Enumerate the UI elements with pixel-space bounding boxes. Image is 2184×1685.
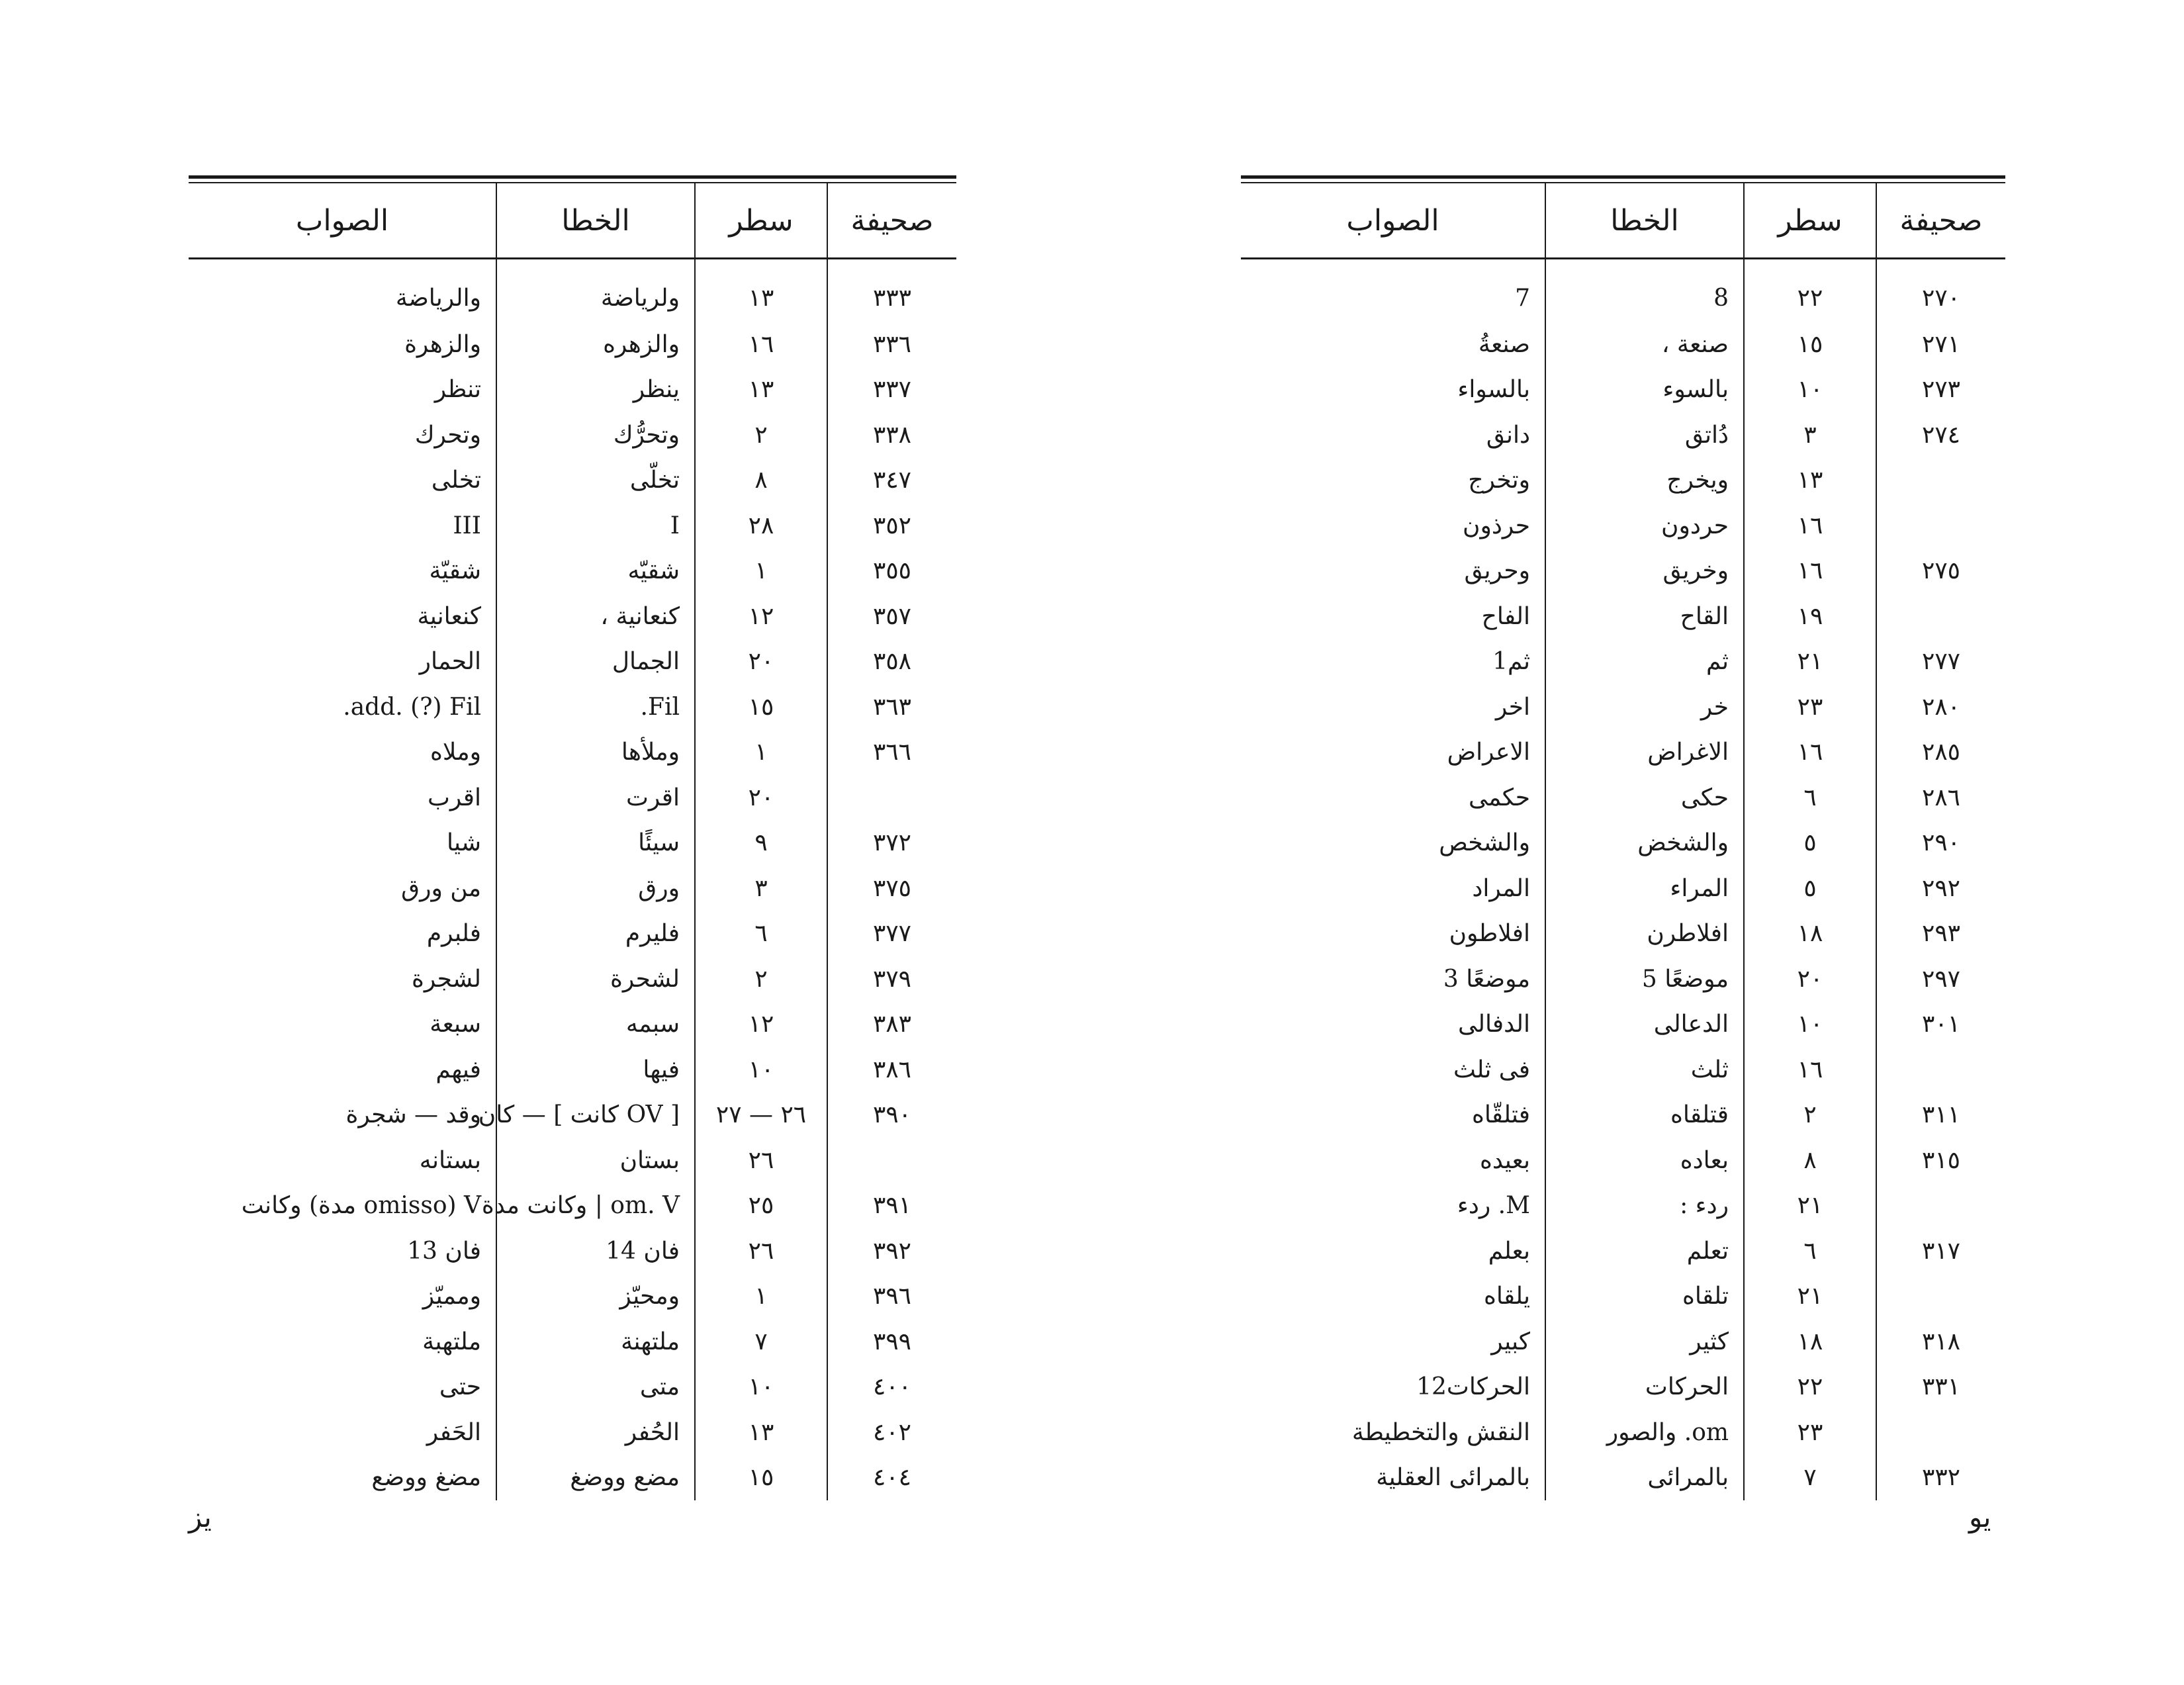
cell-correct-reading: اقرب	[428, 784, 481, 811]
cell-page-number: ٣٣٦	[827, 322, 956, 367]
header-right: الصواب	[1241, 183, 1545, 259]
cell-wrong-reading: صنعة ،	[1545, 322, 1744, 367]
cell-page-number: ٢٩٢	[1876, 866, 2005, 911]
cell-page-number	[1876, 594, 2005, 639]
cell-correct-reading: بالمرائى العقلية	[1376, 1464, 1530, 1492]
errata-row	[1241, 1047, 2005, 1093]
cell-wrong-reading: وملأها	[496, 730, 695, 776]
cell-correct-reading: الحركات12	[1416, 1373, 1530, 1401]
errata-row	[189, 684, 956, 730]
cell-line-number: ٢٦	[695, 1138, 827, 1183]
cell-line-number: ١	[695, 730, 827, 776]
cell-line-number: ٢٥	[695, 1183, 827, 1229]
errata-row	[189, 1138, 956, 1183]
cell-line-number: ١٢	[695, 1002, 827, 1048]
cell-line-number: ٢٣	[1744, 684, 1876, 730]
cell-correct-reading: النقش والتخطيطة	[1351, 1418, 1530, 1446]
cell-correct-reading: فتلقّاه	[1471, 1101, 1530, 1129]
cell-wrong-reading: خر	[1545, 684, 1744, 730]
cell-wrong-reading: المراء	[1545, 866, 1744, 911]
errata-row	[189, 1365, 956, 1410]
cell-wrong-reading: الحُفر	[496, 1410, 695, 1455]
cell-wrong-reading: بستان	[496, 1138, 695, 1183]
cell-wrong-reading: تلقاه	[1545, 1274, 1744, 1320]
cell-line-number: ٢٠	[695, 639, 827, 685]
errata-row	[189, 911, 956, 957]
errata-body	[189, 259, 956, 1501]
cell-page-number	[1876, 1047, 2005, 1093]
cell-page-number: ٢٩٠	[1876, 821, 2005, 866]
cell-page-number: ٢٧٤	[1876, 412, 2005, 458]
cell-correct-reading: ملتهبة	[422, 1328, 481, 1355]
cell-page-number: ٣١١	[1876, 1093, 2005, 1138]
cell-page-number	[1876, 1183, 2005, 1229]
cell-wrong-reading: اقرت	[496, 775, 695, 821]
errata-row	[1241, 1138, 2005, 1183]
cell-page-number: ٣٠١	[1876, 1002, 2005, 1048]
errata-row	[189, 1274, 956, 1320]
cell-line-number: ٣	[1744, 412, 1876, 458]
cell-page-number: ٣١٨	[1876, 1319, 2005, 1365]
errata-row	[189, 775, 956, 821]
cell-line-number: ٢٠	[695, 775, 827, 821]
cell-line-number: ٨	[695, 458, 827, 504]
cell-wrong-reading: Fil.	[496, 684, 695, 730]
cell-wrong-reading: ثم	[1545, 639, 1744, 685]
cell-correct-reading: تخلى	[431, 467, 481, 494]
cell-wrong-reading: قتلقاه	[1545, 1093, 1744, 1138]
cell-wrong-reading: بعاده	[1545, 1138, 1744, 1183]
errata-row	[189, 458, 956, 504]
cell-page-number	[1876, 1410, 2005, 1455]
cell-correct-reading: الدفالى	[1457, 1011, 1530, 1038]
cell-wrong-reading: [ OV كانت ] — كان	[496, 1093, 695, 1138]
cell-wrong-reading: سبمه	[496, 1002, 695, 1048]
errata-row	[1241, 684, 2005, 730]
cell-wrong-reading: والشخض	[1545, 821, 1744, 866]
cell-correct-reading: مضغ ووضع	[371, 1464, 481, 1492]
cell-wrong-reading: فيها	[496, 1047, 695, 1093]
cell-correct-reading: كنعانية	[417, 602, 481, 630]
cell-page-number: ٤٠٢	[827, 1410, 956, 1455]
cell-correct-reading: add. (?) Fil.	[343, 693, 481, 721]
cell-wrong-reading: وخريق	[1545, 549, 1744, 594]
cell-wrong-reading: سيئًا	[496, 821, 695, 866]
errata-row	[189, 639, 956, 685]
cell-wrong-reading: كثير	[1545, 1319, 1744, 1365]
cell-wrong-reading: الحركات	[1545, 1365, 1744, 1410]
cell-line-number: ١٥	[1744, 322, 1876, 367]
errata-row	[189, 412, 956, 458]
errata-row	[189, 549, 956, 594]
errata-row	[1241, 775, 2005, 821]
cell-page-number: ٢٧٠	[1876, 259, 2005, 322]
header-line: سطر	[1744, 183, 1876, 259]
cell-correct-reading: الاعراض	[1447, 739, 1530, 766]
errata-row	[1241, 259, 2005, 322]
cell-page-number: ٣٩٩	[827, 1319, 956, 1365]
cell-page-number: ٣٨٣	[827, 1002, 956, 1048]
cell-line-number: ١٠	[695, 1047, 827, 1093]
cell-wrong-reading: فان 14	[496, 1228, 695, 1274]
errata-row	[1241, 1002, 2005, 1048]
header-page: صحيفة	[1876, 183, 2005, 259]
cell-correct-reading: وملاه	[430, 739, 481, 766]
cell-page-number	[1876, 1274, 2005, 1320]
cell-line-number: ٢١	[1744, 1274, 1876, 1320]
cell-page-number	[1876, 503, 2005, 549]
cell-line-number: ١٠	[695, 1365, 827, 1410]
cell-correct-reading: وقد — شجرة	[345, 1101, 481, 1129]
cell-page-number: ٣٦٣	[827, 684, 956, 730]
errata-row	[1241, 1274, 2005, 1320]
cell-line-number: ١٠	[1744, 367, 1876, 413]
cell-line-number: ٢	[695, 956, 827, 1002]
cell-correct-reading: شيا	[447, 829, 481, 857]
errata-row	[1241, 1093, 2005, 1138]
errata-row	[189, 367, 956, 413]
errata-row	[1241, 730, 2005, 776]
cell-page-number: ٢٨٠	[1876, 684, 2005, 730]
cell-correct-reading: دانق	[1486, 421, 1530, 449]
cell-correct-reading: الحمار	[419, 648, 481, 676]
cell-page-number: ٢٧٣	[1876, 367, 2005, 413]
cell-line-number: ٢٨	[695, 503, 827, 549]
top-double-rule	[1241, 175, 2005, 183]
errata-row	[189, 866, 956, 911]
cell-page-number: ٣١٥	[1876, 1138, 2005, 1183]
cell-line-number: ١٣	[695, 259, 827, 322]
errata-row	[189, 1455, 956, 1501]
cell-correct-reading: والزهرة	[404, 330, 481, 358]
header-row	[1241, 183, 2005, 259]
cell-wrong-reading: I	[496, 503, 695, 549]
cell-wrong-reading: ورق	[496, 866, 695, 911]
cell-correct-reading: بستانه	[419, 1146, 481, 1174]
cell-correct-reading: حرذون	[1463, 512, 1530, 539]
folio-number: يو	[1969, 1501, 1991, 1533]
cell-wrong-reading: وتحرُّك	[496, 412, 695, 458]
cell-wrong-reading: والزهره	[496, 322, 695, 367]
cell-page-number: ٢٧٧	[1876, 639, 2005, 685]
cell-line-number: ١٨	[1744, 1319, 1876, 1365]
cell-page-number: ٢٧١	[1876, 322, 2005, 367]
header-wrong: الخطا	[1545, 183, 1744, 259]
folio-number: يز	[189, 1501, 212, 1533]
cell-wrong-reading: تعلم	[1545, 1228, 1744, 1274]
errata-row	[189, 1183, 956, 1229]
cell-line-number: ٢٣	[1744, 1410, 1876, 1455]
cell-page-number: ٣١٧	[1876, 1228, 2005, 1274]
cell-line-number: ١٣	[695, 367, 827, 413]
header-row	[189, 183, 956, 259]
cell-wrong-reading: افلاطرن	[1545, 911, 1744, 957]
errata-row	[1241, 911, 2005, 957]
cell-line-number: ١٣	[1744, 458, 1876, 504]
cell-correct-reading: بعلم	[1488, 1237, 1530, 1265]
errata-row	[1241, 821, 2005, 866]
cell-line-number: ١٦	[1744, 503, 1876, 549]
cell-wrong-reading: شقيّه	[496, 549, 695, 594]
cell-correct-reading: الفاح	[1481, 602, 1530, 630]
cell-correct-reading: الحَفر	[426, 1418, 481, 1446]
cell-wrong-reading: تخلّى	[496, 458, 695, 504]
cell-wrong-reading: ردء :	[1545, 1183, 1744, 1229]
cell-correct-reading: وتخرج	[1468, 467, 1530, 494]
cell-correct-reading: ومميّز	[422, 1283, 481, 1310]
cell-correct-reading: 7	[1515, 284, 1530, 312]
cell-line-number: ١٥	[695, 1455, 827, 1501]
errata-row	[189, 1093, 956, 1138]
cell-page-number: ٢٩٧	[1876, 956, 2005, 1002]
cell-correct-reading: من ورق	[401, 874, 481, 902]
cell-line-number: ٦	[1744, 1228, 1876, 1274]
errata-row	[1241, 1228, 2005, 1274]
cell-page-number: ٣٧٩	[827, 956, 956, 1002]
errata-row	[1241, 956, 2005, 1002]
errata-row	[189, 1047, 956, 1093]
cell-page-number: ٣٣٧	[827, 367, 956, 413]
cell-page-number: ٢٩٣	[1876, 911, 2005, 957]
cell-correct-reading: حكمى	[1469, 784, 1530, 811]
errata-row	[1241, 1319, 2005, 1365]
errata-row	[189, 1228, 956, 1274]
cell-correct-reading: صنعةُ	[1478, 330, 1530, 358]
errata-row	[1241, 1183, 2005, 1229]
cell-page-number	[827, 775, 956, 821]
cell-page-number: ٣٩٠	[827, 1093, 956, 1138]
cell-line-number: ١٦	[1744, 549, 1876, 594]
cell-correct-reading: يلقاه	[1484, 1283, 1530, 1310]
cell-correct-reading: فان 13	[407, 1237, 481, 1265]
header-page: صحيفة	[827, 183, 956, 259]
cell-correct-reading: فلبرم	[426, 920, 481, 948]
cell-correct-reading: V (omisso مدة) وكانت	[241, 1192, 481, 1220]
errata-row	[1241, 322, 2005, 367]
errata-row	[1241, 367, 2005, 413]
cell-line-number: ١	[695, 1274, 827, 1320]
errata-table	[189, 183, 956, 1500]
errata-table	[1241, 183, 2005, 1500]
cell-correct-reading: III	[453, 512, 481, 539]
errata-row	[189, 730, 956, 776]
cell-line-number: ١٦	[1744, 730, 1876, 776]
cell-page-number: ٣٩٢	[827, 1228, 956, 1274]
errata-row	[189, 259, 956, 322]
header-right: الصواب	[189, 183, 496, 259]
cell-line-number: ١٩	[1744, 594, 1876, 639]
errata-row	[1241, 1455, 2005, 1501]
cell-wrong-reading: الاغراض	[1545, 730, 1744, 776]
cell-wrong-reading: القاح	[1545, 594, 1744, 639]
cell-wrong-reading: ملتهنة	[496, 1319, 695, 1365]
errata-row	[189, 503, 956, 549]
cell-wrong-reading: om. V | وكانت مدة	[496, 1183, 695, 1229]
cell-line-number: ٣	[695, 866, 827, 911]
cell-page-number: ٣٥٧	[827, 594, 956, 639]
cell-line-number: ٨	[1744, 1138, 1876, 1183]
cell-line-number: ١٢	[695, 594, 827, 639]
errata-row	[1241, 639, 2005, 685]
header-wrong: الخطا	[496, 183, 695, 259]
cell-correct-reading: كبير	[1491, 1328, 1530, 1355]
cell-page-number: ٣٧٥	[827, 866, 956, 911]
cell-line-number: ١٦	[1744, 1047, 1876, 1093]
cell-line-number: ٥	[1744, 821, 1876, 866]
errata-row	[189, 821, 956, 866]
errata-row	[1241, 1365, 2005, 1410]
cell-correct-reading: M. ردء	[1457, 1192, 1530, 1220]
cell-wrong-reading: موضعًا 5	[1545, 956, 1744, 1002]
cell-page-number: ٣٥٢	[827, 503, 956, 549]
cell-correct-reading: وتحرك	[414, 421, 481, 449]
cell-wrong-reading: بالمرائى	[1545, 1455, 1744, 1501]
cell-wrong-reading: فليرم	[496, 911, 695, 957]
cell-correct-reading: وحريق	[1464, 557, 1530, 585]
cell-page-number: ٤٠٤	[827, 1455, 956, 1501]
cell-page-number: ٤٠٠	[827, 1365, 956, 1410]
cell-wrong-reading: ومحيّز	[496, 1274, 695, 1320]
errata-row	[1241, 412, 2005, 458]
errata-row	[189, 322, 956, 367]
cell-wrong-reading: om. والصور	[1545, 1410, 1744, 1455]
cell-wrong-reading: مضع ووضغ	[496, 1455, 695, 1501]
top-double-rule	[189, 175, 956, 183]
errata-row	[1241, 458, 2005, 504]
cell-line-number: ٢٢	[1744, 1365, 1876, 1410]
cell-line-number: ٢	[1744, 1093, 1876, 1138]
errata-row	[1241, 503, 2005, 549]
cell-page-number: ٣٣٢	[1876, 1455, 2005, 1501]
cell-correct-reading: اخر	[1495, 693, 1530, 721]
cell-line-number: ٧	[1744, 1455, 1876, 1501]
cell-line-number: ٦	[1744, 775, 1876, 821]
cell-page-number: ٣٧٧	[827, 911, 956, 957]
cell-wrong-reading: ولرياضة	[496, 259, 695, 322]
cell-wrong-reading: ثلث	[1545, 1047, 1744, 1093]
cell-wrong-reading: متى	[496, 1365, 695, 1410]
errata-page-left	[189, 175, 956, 1500]
errata-row	[1241, 549, 2005, 594]
cell-correct-reading: والشخص	[1439, 829, 1530, 857]
cell-line-number: ١٣	[695, 1410, 827, 1455]
cell-line-number: ٢٠	[1744, 956, 1876, 1002]
errata-row	[189, 594, 956, 639]
cell-page-number: ٣٣٨	[827, 412, 956, 458]
cell-page-number: ٣٤٧	[827, 458, 956, 504]
errata-row	[189, 1319, 956, 1365]
cell-line-number: ٧	[695, 1319, 827, 1365]
cell-wrong-reading: حردون	[1545, 503, 1744, 549]
cell-wrong-reading: 8	[1545, 259, 1744, 322]
cell-page-number: ٢٨٥	[1876, 730, 2005, 776]
cell-correct-reading: لشجرة	[411, 965, 481, 993]
cell-correct-reading: والرياضة	[395, 284, 481, 312]
cell-line-number: ٥	[1744, 866, 1876, 911]
errata-row	[189, 956, 956, 1002]
cell-correct-reading: تنظر	[434, 376, 481, 404]
cell-wrong-reading: الجمال	[496, 639, 695, 685]
cell-page-number: ٣٣٣	[827, 259, 956, 322]
cell-page-number: ٣٥٥	[827, 549, 956, 594]
cell-wrong-reading: كنعانية ،	[496, 594, 695, 639]
errata-row	[189, 1002, 956, 1048]
cell-correct-reading: موضعًا 3	[1443, 965, 1530, 993]
cell-wrong-reading: حكى	[1545, 775, 1744, 821]
cell-page-number	[1876, 458, 2005, 504]
cell-page-number: ٢٧٥	[1876, 549, 2005, 594]
cell-line-number: ٩	[695, 821, 827, 866]
cell-line-number: ١٥	[695, 684, 827, 730]
cell-line-number: ١	[695, 549, 827, 594]
cell-line-number: ١٦	[695, 322, 827, 367]
errata-row	[1241, 1410, 2005, 1455]
errata-row	[1241, 866, 2005, 911]
cell-wrong-reading: دُاتق	[1545, 412, 1744, 458]
cell-wrong-reading: ينظر	[496, 367, 695, 413]
errata-row	[189, 1410, 956, 1455]
cell-page-number	[827, 1138, 956, 1183]
cell-line-number: ٢١	[1744, 639, 1876, 685]
cell-correct-reading: فيهم	[435, 1056, 481, 1083]
cell-line-number: ٦	[695, 911, 827, 957]
cell-line-number: ٢٦ — ٢٧	[695, 1093, 827, 1138]
cell-line-number: ٢١	[1744, 1183, 1876, 1229]
cell-page-number: ٢٨٦	[1876, 775, 2005, 821]
errata-page-right	[1241, 175, 2005, 1500]
cell-correct-reading: حتى	[439, 1373, 481, 1401]
errata-row	[1241, 594, 2005, 639]
cell-line-number: ٢٢	[1744, 259, 1876, 322]
cell-correct-reading: فى ثلث	[1453, 1056, 1530, 1083]
cell-correct-reading: شقيّة	[429, 557, 481, 585]
cell-correct-reading: افلاطون	[1449, 920, 1530, 948]
cell-wrong-reading: الدعالى	[1545, 1002, 1744, 1048]
cell-wrong-reading: ويخرج	[1545, 458, 1744, 504]
cell-page-number: ٣٥٨	[827, 639, 956, 685]
cell-correct-reading: بعيده	[1479, 1146, 1530, 1174]
cell-correct-reading: ثم1	[1492, 648, 1530, 676]
cell-page-number: ٣٨٦	[827, 1047, 956, 1093]
cell-correct-reading: بالسواء	[1457, 376, 1530, 404]
cell-line-number: ١٠	[1744, 1002, 1876, 1048]
cell-page-number: ٣٣١	[1876, 1365, 2005, 1410]
errata-body	[1241, 259, 2005, 1501]
cell-page-number: ٣٦٦	[827, 730, 956, 776]
cell-page-number: ٣٩٦	[827, 1274, 956, 1320]
header-line: سطر	[695, 183, 827, 259]
cell-page-number: ٣٩١	[827, 1183, 956, 1229]
cell-wrong-reading: بالسوء	[1545, 367, 1744, 413]
cell-line-number: ١٨	[1744, 911, 1876, 957]
cell-correct-reading: المراد	[1472, 874, 1530, 902]
cell-line-number: ٢	[695, 412, 827, 458]
cell-correct-reading: سبعة	[430, 1011, 481, 1038]
cell-wrong-reading: لشحرة	[496, 956, 695, 1002]
cell-line-number: ٢٦	[695, 1228, 827, 1274]
cell-page-number: ٣٧٢	[827, 821, 956, 866]
